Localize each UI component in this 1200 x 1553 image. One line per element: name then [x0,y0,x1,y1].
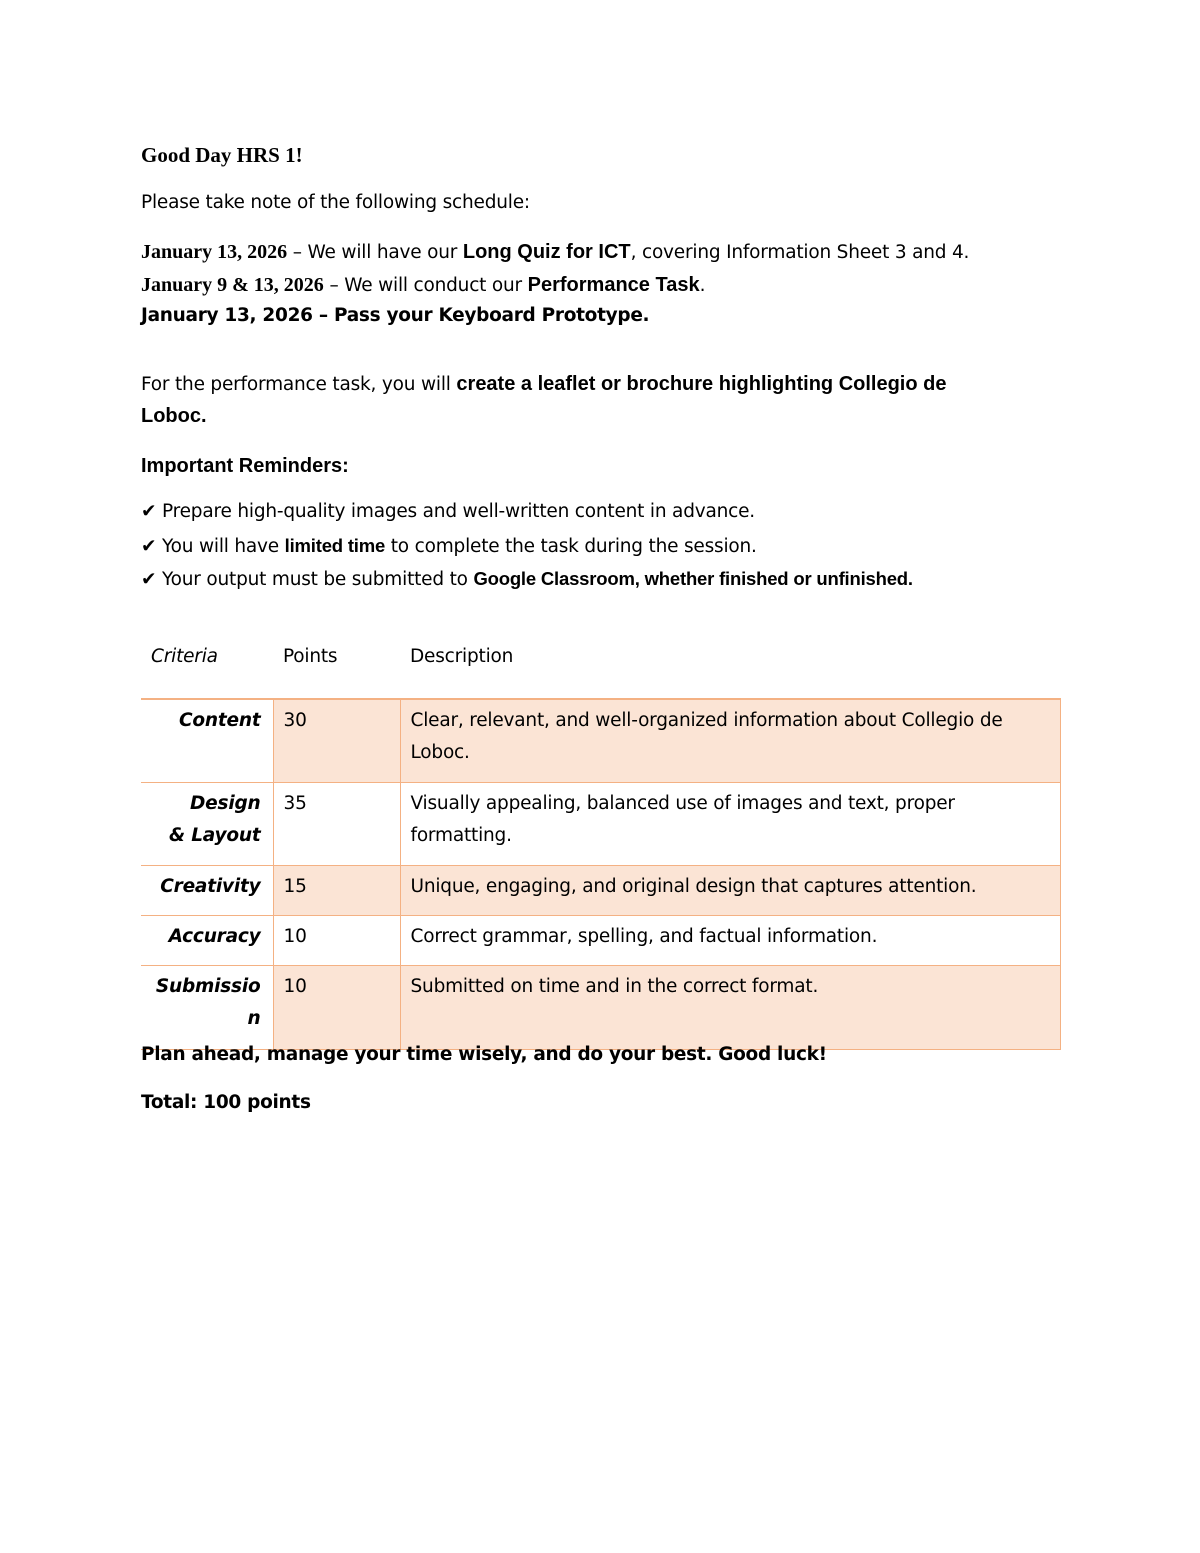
schedule-highlight: Performance Task [527,274,700,296]
schedule-item: January 13, 2026 – Pass your Keyboard Prototype. [141,305,650,326]
criteria-cell: Accuracy [141,916,273,966]
criteria-cell: Creativity [141,866,273,916]
rubric-table [141,640,1061,1050]
reminder-item: ✔ Your output must be submitted to Google Classroom, whether finished or unfinished. [141,568,913,590]
table-row [141,966,1060,1050]
table-row [141,866,1060,916]
description-header: Description [410,646,514,667]
table-row [141,783,1060,866]
criteria-cell: Content [141,699,273,783]
greeting-heading: Good Day HRS 1! [141,143,303,167]
schedule-date: January 13, 2026 [141,241,288,263]
points-cell: 30 [273,699,400,783]
reminders-heading: Important Reminders: [141,455,349,477]
points-cell: 15 [273,866,400,916]
description-cell: Correct grammar, spelling, and factual information. [400,916,1060,966]
rubric-header-row [141,640,1060,699]
description-cell: Visually appealing, balanced use of images and text, proper formatting. [400,783,1060,866]
schedule-highlight: Long Quiz for ICT [462,241,631,263]
intro-text: Please take note of the following schedule: [141,192,530,213]
description-cell: Submitted on time and in the correct format. [400,966,1060,1050]
check-icon: ✔ [141,536,157,557]
points-cell: 10 [273,966,400,1050]
points-cell: 35 [273,783,400,866]
points-cell: 10 [273,916,400,966]
performance-task-text-cont: Loboc. [141,405,207,427]
description-cell: Unique, engaging, and original design that captures attention. [400,866,1060,916]
schedule-item: January 9 & 13, 2026 – We will conduct our Performance Task. [141,274,706,296]
performance-task-text: For the performance task, you will create a leaflet or brochure highlighting Collegio de [141,373,947,395]
total-text: Total: 100 points [141,1092,311,1113]
points-header: Points [283,646,338,667]
criteria-header: Criteria [151,646,218,667]
performance-task-highlight: create a leaflet or brochure highlighting Collegio de [456,373,947,395]
table-row [141,916,1060,966]
closing-text: Plan ahead, manage your time wisely, and do your best. Good luck! [141,1044,827,1065]
criteria-cell: Submission [141,966,273,1050]
description-cell: Clear, relevant, and well-organized information about Collegio de Loboc. [400,699,1060,783]
reminder-item: ✔ You will have limited time to complete the task during the session. [141,535,757,557]
reminder-item: ✔ Prepare high-quality images and well-written content in advance. [141,501,755,522]
schedule-item: January 13, 2026 – We will have our Long Quiz for ICT, covering Information Sheet 3 and 4. [141,241,970,263]
schedule-date: January 9 & 13, 2026 [141,274,324,296]
check-icon: ✔ [141,569,157,590]
criteria-cell: Design & Layout [141,783,273,866]
table-row [141,699,1060,783]
check-icon: ✔ [141,501,157,522]
